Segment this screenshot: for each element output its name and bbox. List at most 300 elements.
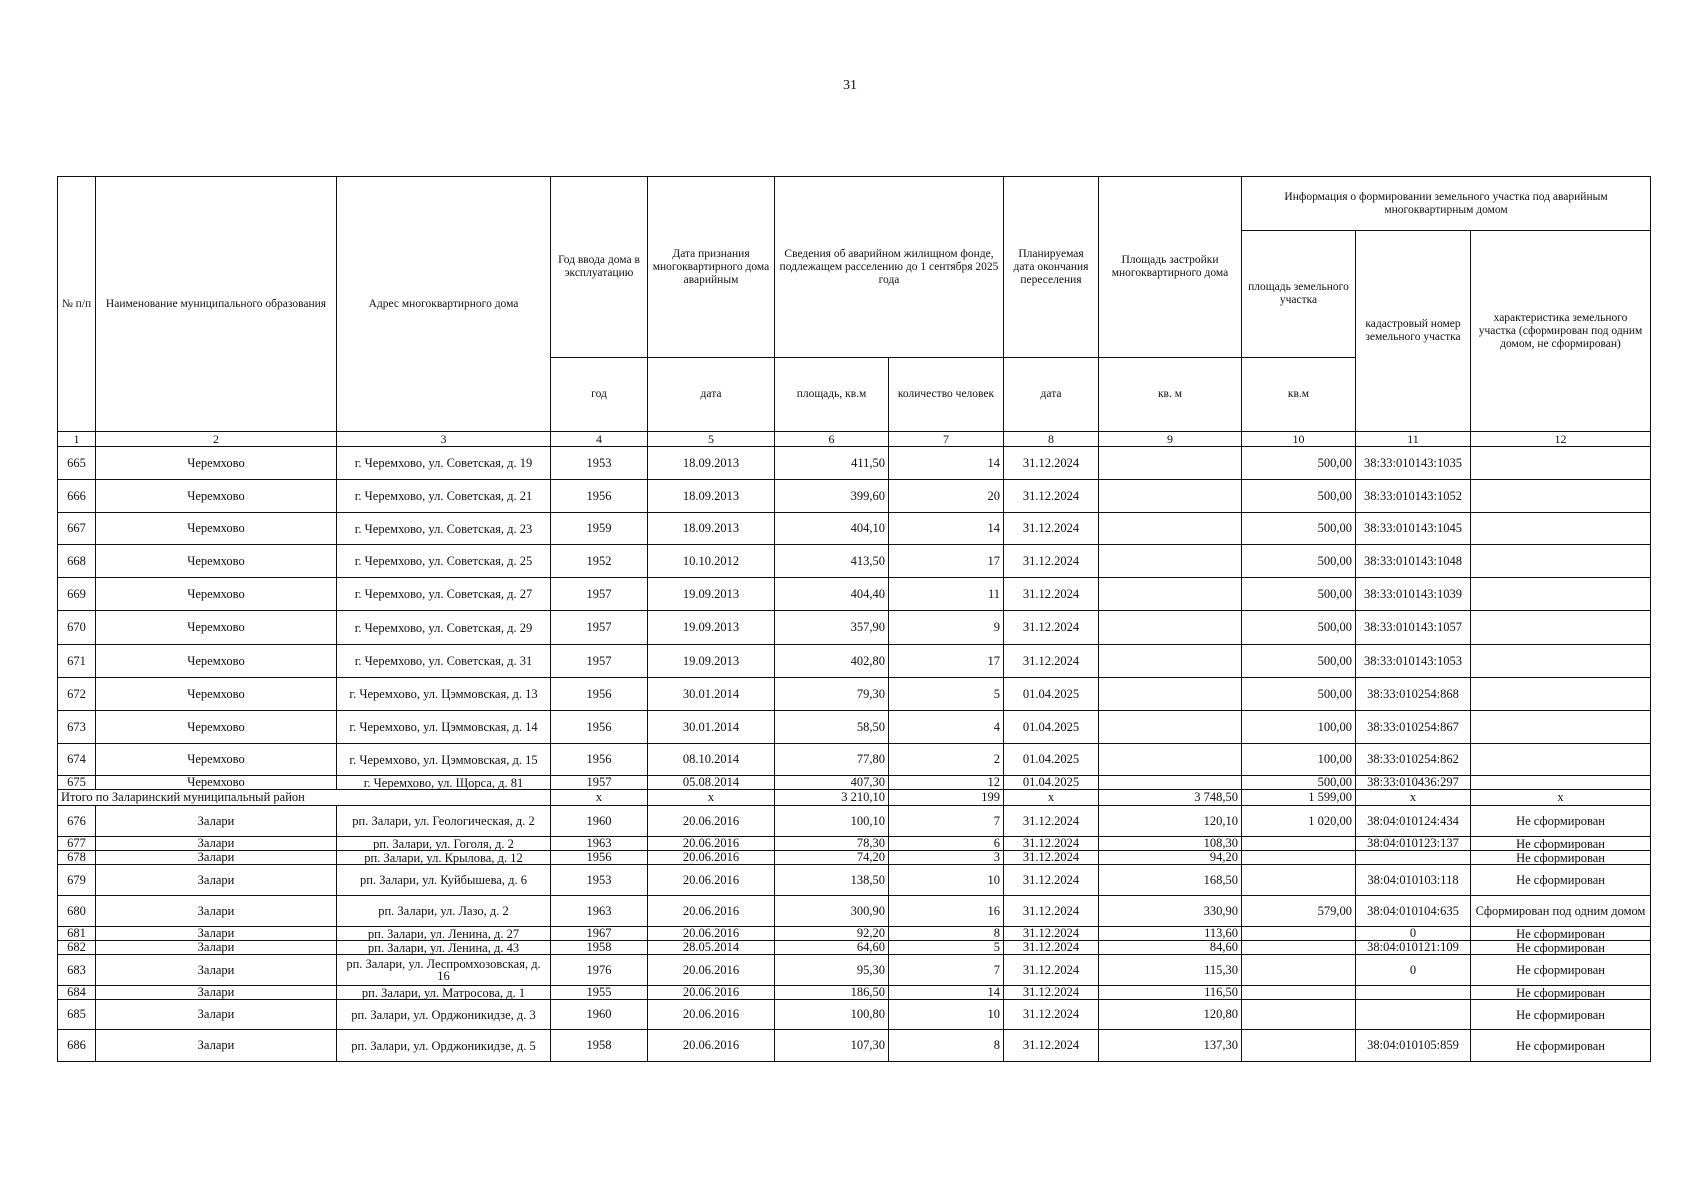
cell-build	[1099, 711, 1242, 744]
cell-mun: Черемхово	[96, 480, 337, 513]
cell-area: 411,50	[775, 447, 889, 480]
cell-plan: 31.12.2024	[1004, 955, 1099, 986]
cell-date: 19.09.2013	[648, 645, 775, 678]
table-row	[58, 447, 1651, 480]
cell-char	[1471, 711, 1651, 744]
cell-addr: г. Черемхово, ул. Советская, д. 25	[337, 545, 551, 578]
cell-addr: г. Черемхово, ул. Цэммовская, д. 13	[337, 678, 551, 711]
cell-build: 168,50	[1099, 865, 1242, 896]
cell-land: 500,00	[1242, 776, 1356, 790]
cell-char	[1471, 447, 1651, 480]
cell-n: 665	[58, 447, 96, 480]
cell-year: 1956	[551, 851, 648, 865]
cell-date: 10.10.2012	[648, 545, 775, 578]
cell-plan: 31.12.2024	[1004, 896, 1099, 927]
cell-ppl: 5	[889, 678, 1004, 711]
table-row	[58, 986, 1651, 1000]
cell-char: Не сформирован	[1471, 837, 1651, 851]
cell-cad: 38:33:010143:1035	[1356, 447, 1471, 480]
header-fund: Сведения об аварийном жилищном фонде, подлежащем расселению до 1 сентября 2025 года	[775, 177, 1004, 358]
cell-land: 500,00	[1242, 611, 1356, 645]
total-c5: х	[648, 790, 775, 806]
cell-year: 1956	[551, 480, 648, 513]
cell-mun: Залари	[96, 865, 337, 896]
cell-area: 413,50	[775, 545, 889, 578]
table-row	[58, 837, 1651, 851]
cell-n: 666	[58, 480, 96, 513]
cell-year: 1953	[551, 447, 648, 480]
cell-land	[1242, 865, 1356, 896]
cell-ppl: 5	[889, 941, 1004, 955]
cell-mun: Залари	[96, 955, 337, 986]
cell-ppl: 10	[889, 865, 1004, 896]
table-row	[58, 851, 1651, 865]
cell-char: Не сформирован	[1471, 851, 1651, 865]
table-row	[58, 578, 1651, 611]
cell-char: Не сформирован	[1471, 806, 1651, 837]
column-number-12: 12	[1471, 432, 1651, 447]
cell-date: 30.01.2014	[648, 711, 775, 744]
cell-n: 682	[58, 941, 96, 955]
cell-ppl: 12	[889, 776, 1004, 790]
cell-n: 683	[58, 955, 96, 986]
cell-n: 672	[58, 678, 96, 711]
cell-cad: 38:33:010143:1052	[1356, 480, 1471, 513]
table-row	[58, 806, 1651, 837]
cell-date: 20.06.2016	[648, 1000, 775, 1030]
cell-mun: Залари	[96, 1030, 337, 1062]
header-unit-date: дата	[648, 358, 775, 432]
cell-addr: рп. Залари, ул. Орджоникидзе, д. 3	[337, 1000, 551, 1030]
cell-cad: 38:04:010124:434	[1356, 806, 1471, 837]
cell-land	[1242, 837, 1356, 851]
cell-area: 100,80	[775, 1000, 889, 1030]
cell-n: 676	[58, 806, 96, 837]
total-label: Итого по Заларинский муниципальный район	[58, 790, 551, 806]
cell-area: 107,30	[775, 1030, 889, 1062]
cell-char	[1471, 611, 1651, 645]
cell-n: 667	[58, 513, 96, 545]
cell-ppl: 14	[889, 447, 1004, 480]
cell-land	[1242, 955, 1356, 986]
cell-addr: рп. Залари, ул. Ленина, д. 43	[337, 941, 551, 955]
header-unit-kvm: кв. м	[1099, 358, 1242, 432]
cell-area: 402,80	[775, 645, 889, 678]
column-number-1: 1	[58, 432, 96, 447]
cell-char: Не сформирован	[1471, 927, 1651, 941]
cell-addr: рп. Залари, ул. Матросова, д. 1	[337, 986, 551, 1000]
cell-year: 1967	[551, 927, 648, 941]
header-build-area: Площадь застройки многоквартирного дома	[1099, 177, 1242, 358]
cell-char: Не сформирован	[1471, 1030, 1651, 1062]
cell-date: 19.09.2013	[648, 611, 775, 645]
table-row	[58, 545, 1651, 578]
header-unit-date2: дата	[1004, 358, 1099, 432]
cell-area: 186,50	[775, 986, 889, 1000]
cell-ppl: 11	[889, 578, 1004, 611]
table-row	[58, 678, 1651, 711]
cell-date: 20.06.2016	[648, 896, 775, 927]
cell-plan: 31.12.2024	[1004, 645, 1099, 678]
table-row	[58, 611, 1651, 645]
table-row	[58, 865, 1651, 896]
header-address: Адрес многоквартирного дома	[337, 177, 551, 432]
header-municipality: Наименование муниципального образования	[96, 177, 337, 432]
cell-land	[1242, 941, 1356, 955]
cell-addr: рп. Залари, ул. Крылова, д. 12	[337, 851, 551, 865]
header-num: № п/п	[58, 177, 96, 432]
cell-build	[1099, 645, 1242, 678]
cell-mun: Черемхово	[96, 611, 337, 645]
header-unit-area: площадь, кв.м	[775, 358, 889, 432]
cell-mun: Залари	[96, 941, 337, 955]
cell-date: 20.06.2016	[648, 851, 775, 865]
cell-addr: г. Черемхово, ул. Цэммовская, д. 15	[337, 744, 551, 776]
cell-mun: Черемхово	[96, 578, 337, 611]
cell-build	[1099, 545, 1242, 578]
cell-plan: 31.12.2024	[1004, 545, 1099, 578]
cell-area: 64,60	[775, 941, 889, 955]
table-row	[58, 711, 1651, 744]
cell-cad: 38:33:010254:868	[1356, 678, 1471, 711]
cell-date: 20.06.2016	[648, 927, 775, 941]
cell-plan: 31.12.2024	[1004, 1030, 1099, 1062]
cell-build: 108,30	[1099, 837, 1242, 851]
cell-year: 1963	[551, 837, 648, 851]
cell-build: 137,30	[1099, 1030, 1242, 1062]
cell-addr: рп. Залари, ул. Ленина, д. 27	[337, 927, 551, 941]
cell-cad: 0	[1356, 955, 1471, 986]
header-land-area: площадь земельного участка	[1242, 231, 1356, 358]
cell-area: 78,30	[775, 837, 889, 851]
cell-n: 674	[58, 744, 96, 776]
cell-mun: Черемхово	[96, 678, 337, 711]
cell-year: 1957	[551, 776, 648, 790]
column-number-3: 3	[337, 432, 551, 447]
cell-addr: рп. Залари, ул. Геологическая, д. 2	[337, 806, 551, 837]
cell-land	[1242, 1030, 1356, 1062]
cell-land: 1 020,00	[1242, 806, 1356, 837]
cell-year: 1958	[551, 1030, 648, 1062]
table-row	[58, 1000, 1651, 1030]
cell-cad: 38:33:010436:297	[1356, 776, 1471, 790]
cell-year: 1960	[551, 1000, 648, 1030]
column-number-2: 2	[96, 432, 337, 447]
cell-mun: Залари	[96, 896, 337, 927]
cell-addr: г. Черемхово, ул. Щорса, д. 81	[337, 776, 551, 790]
column-number-11: 11	[1356, 432, 1471, 447]
cell-build	[1099, 513, 1242, 545]
cell-n: 685	[58, 1000, 96, 1030]
cell-mun: Залари	[96, 851, 337, 865]
cell-addr: г. Черемхово, ул. Советская, д. 23	[337, 513, 551, 545]
total-c4: х	[551, 790, 648, 806]
cell-build	[1099, 480, 1242, 513]
cell-land: 500,00	[1242, 645, 1356, 678]
total-c12: х	[1471, 790, 1651, 806]
cell-addr: г. Черемхово, ул. Советская, д. 29	[337, 611, 551, 645]
cell-char: Сформирован под одним домом	[1471, 896, 1651, 927]
cell-n: 680	[58, 896, 96, 927]
cell-char	[1471, 776, 1651, 790]
cell-mun: Черемхово	[96, 645, 337, 678]
cell-mun: Залари	[96, 1000, 337, 1030]
cell-date: 20.06.2016	[648, 955, 775, 986]
table-row	[58, 645, 1651, 678]
cell-mun: Черемхово	[96, 776, 337, 790]
cell-plan: 31.12.2024	[1004, 611, 1099, 645]
cell-build: 116,50	[1099, 986, 1242, 1000]
cell-land: 500,00	[1242, 578, 1356, 611]
cell-plan: 01.04.2025	[1004, 744, 1099, 776]
cell-ppl: 2	[889, 744, 1004, 776]
cell-area: 399,60	[775, 480, 889, 513]
cell-n: 675	[58, 776, 96, 790]
cell-char	[1471, 480, 1651, 513]
table-row	[58, 955, 1651, 986]
cell-ppl: 7	[889, 806, 1004, 837]
cell-land: 500,00	[1242, 545, 1356, 578]
column-number-6: 6	[775, 432, 889, 447]
header-plan-date: Планируемая дата окончания переселения	[1004, 177, 1099, 358]
cell-area: 74,20	[775, 851, 889, 865]
column-numbers-row	[58, 432, 1651, 447]
cell-n: 678	[58, 851, 96, 865]
cell-land	[1242, 851, 1356, 865]
cell-mun: Черемхово	[96, 447, 337, 480]
header-land-info: Информация о формировании земельного участка под аварийным многоквартирным домом	[1242, 177, 1651, 231]
cell-year: 1959	[551, 513, 648, 545]
cell-year: 1956	[551, 678, 648, 711]
cell-build	[1099, 447, 1242, 480]
cell-land: 500,00	[1242, 480, 1356, 513]
cell-date: 30.01.2014	[648, 678, 775, 711]
cell-addr: г. Черемхово, ул. Цэммовская, д. 14	[337, 711, 551, 744]
cell-build	[1099, 578, 1242, 611]
cell-ppl: 9	[889, 611, 1004, 645]
header-unit-people: количество человек	[889, 358, 1004, 432]
cell-ppl: 10	[889, 1000, 1004, 1030]
cell-ppl: 6	[889, 837, 1004, 851]
cell-char	[1471, 744, 1651, 776]
cell-char: Не сформирован	[1471, 955, 1651, 986]
cell-area: 77,80	[775, 744, 889, 776]
cell-build: 120,10	[1099, 806, 1242, 837]
cell-cad	[1356, 986, 1471, 1000]
cell-area: 95,30	[775, 955, 889, 986]
cell-char	[1471, 578, 1651, 611]
cell-area: 79,30	[775, 678, 889, 711]
cell-land: 100,00	[1242, 711, 1356, 744]
cell-date: 18.09.2013	[648, 447, 775, 480]
cell-cad	[1356, 851, 1471, 865]
cell-n: 679	[58, 865, 96, 896]
header-date-recognized: Дата признания многоквартирного дома аварийным	[648, 177, 775, 358]
cell-year: 1958	[551, 941, 648, 955]
cell-year: 1956	[551, 744, 648, 776]
cell-year: 1963	[551, 896, 648, 927]
cell-mun: Залари	[96, 806, 337, 837]
cell-plan: 01.04.2025	[1004, 776, 1099, 790]
cell-cad: 38:04:010105:859	[1356, 1030, 1471, 1062]
total-c10: 1 599,00	[1242, 790, 1356, 806]
page-number: 31	[843, 78, 857, 93]
cell-ppl: 17	[889, 545, 1004, 578]
cell-build	[1099, 611, 1242, 645]
cell-date: 08.10.2014	[648, 744, 775, 776]
cell-mun: Черемхово	[96, 545, 337, 578]
cell-build: 120,80	[1099, 1000, 1242, 1030]
cell-area: 407,30	[775, 776, 889, 790]
cell-year: 1955	[551, 986, 648, 1000]
cell-char	[1471, 545, 1651, 578]
cell-char	[1471, 678, 1651, 711]
cell-cad: 38:33:010143:1045	[1356, 513, 1471, 545]
cell-build: 84,60	[1099, 941, 1242, 955]
cell-date: 20.06.2016	[648, 837, 775, 851]
cell-addr: рп. Залари, ул. Леспромхозовская, д. 16	[337, 955, 551, 986]
table-body	[58, 447, 1651, 1062]
cell-land	[1242, 1000, 1356, 1030]
cell-addr: г. Черемхово, ул. Советская, д. 19	[337, 447, 551, 480]
cell-addr: г. Черемхово, ул. Советская, д. 21	[337, 480, 551, 513]
cell-area: 58,50	[775, 711, 889, 744]
cell-cad: 38:33:010143:1048	[1356, 545, 1471, 578]
cell-date: 20.06.2016	[648, 1030, 775, 1062]
total-c7: 199	[889, 790, 1004, 806]
cell-cad: 38:33:010143:1057	[1356, 611, 1471, 645]
cell-mun: Залари	[96, 837, 337, 851]
column-number-10: 10	[1242, 432, 1356, 447]
cell-plan: 31.12.2024	[1004, 806, 1099, 837]
cell-land: 500,00	[1242, 678, 1356, 711]
cell-area: 357,90	[775, 611, 889, 645]
cell-mun: Залари	[96, 927, 337, 941]
cell-cad	[1356, 1000, 1471, 1030]
cell-plan: 31.12.2024	[1004, 480, 1099, 513]
cell-char: Не сформирован	[1471, 865, 1651, 896]
cell-build: 113,60	[1099, 927, 1242, 941]
cell-year: 1957	[551, 578, 648, 611]
cell-land: 100,00	[1242, 744, 1356, 776]
cell-plan: 31.12.2024	[1004, 986, 1099, 1000]
cell-year: 1952	[551, 545, 648, 578]
column-number-9: 9	[1099, 432, 1242, 447]
cell-char: Не сформирован	[1471, 941, 1651, 955]
total-c11: х	[1356, 790, 1471, 806]
cell-plan: 31.12.2024	[1004, 513, 1099, 545]
cell-area: 138,50	[775, 865, 889, 896]
total-c6: 3 210,10	[775, 790, 889, 806]
cell-char	[1471, 513, 1651, 545]
cell-ppl: 8	[889, 1030, 1004, 1062]
cell-cad: 38:04:010123:137	[1356, 837, 1471, 851]
column-number-4: 4	[551, 432, 648, 447]
cell-land	[1242, 927, 1356, 941]
cell-area: 300,90	[775, 896, 889, 927]
cell-year: 1957	[551, 645, 648, 678]
cell-year: 1953	[551, 865, 648, 896]
cell-plan: 01.04.2025	[1004, 678, 1099, 711]
cell-build: 115,30	[1099, 955, 1242, 986]
cell-plan: 31.12.2024	[1004, 447, 1099, 480]
header-land-char: характеристика земельного участка (сформирован под одним домом, не сформирован)	[1471, 231, 1651, 432]
column-number-7: 7	[889, 432, 1004, 447]
table-row	[58, 896, 1651, 927]
cell-ppl: 7	[889, 955, 1004, 986]
cell-ppl: 3	[889, 851, 1004, 865]
cell-mun: Залари	[96, 986, 337, 1000]
cell-ppl: 20	[889, 480, 1004, 513]
cell-land: 579,00	[1242, 896, 1356, 927]
cell-n: 684	[58, 986, 96, 1000]
cell-year: 1976	[551, 955, 648, 986]
cell-cad: 0	[1356, 927, 1471, 941]
cell-n: 673	[58, 711, 96, 744]
cell-date: 20.06.2016	[648, 986, 775, 1000]
cell-n: 669	[58, 578, 96, 611]
cell-date: 18.09.2013	[648, 513, 775, 545]
cell-plan: 31.12.2024	[1004, 837, 1099, 851]
cell-cad: 38:04:010103:118	[1356, 865, 1471, 896]
cell-area: 100,10	[775, 806, 889, 837]
housing-table	[57, 176, 1651, 1062]
table-row	[58, 776, 1651, 790]
cell-ppl: 14	[889, 513, 1004, 545]
cell-ppl: 8	[889, 927, 1004, 941]
cell-cad: 38:04:010121:109	[1356, 941, 1471, 955]
cell-plan: 31.12.2024	[1004, 1000, 1099, 1030]
total-row	[58, 790, 1651, 806]
cell-build: 330,90	[1099, 896, 1242, 927]
cell-ppl: 14	[889, 986, 1004, 1000]
cell-plan: 31.12.2024	[1004, 851, 1099, 865]
cell-char	[1471, 645, 1651, 678]
cell-cad: 38:33:010254:867	[1356, 711, 1471, 744]
cell-addr: г. Черемхово, ул. Советская, д. 27	[337, 578, 551, 611]
cell-cad: 38:33:010143:1053	[1356, 645, 1471, 678]
cell-cad: 38:04:010104:635	[1356, 896, 1471, 927]
cell-date: 19.09.2013	[648, 578, 775, 611]
header-unit-year: год	[551, 358, 648, 432]
cell-date: 18.09.2013	[648, 480, 775, 513]
cell-area: 404,10	[775, 513, 889, 545]
cell-n: 677	[58, 837, 96, 851]
cell-plan: 31.12.2024	[1004, 927, 1099, 941]
cell-area: 404,40	[775, 578, 889, 611]
cell-build: 94,20	[1099, 851, 1242, 865]
cell-land: 500,00	[1242, 447, 1356, 480]
cell-cad: 38:33:010254:862	[1356, 744, 1471, 776]
cell-area: 92,20	[775, 927, 889, 941]
table-row	[58, 941, 1651, 955]
cell-land	[1242, 986, 1356, 1000]
header-cadastre: кадастровый номер земельного участка	[1356, 231, 1471, 432]
header-unit-kvm2: кв.м	[1242, 358, 1356, 432]
header-year: Год ввода дома в эксплуатацию	[551, 177, 648, 358]
table-row	[58, 480, 1651, 513]
table-row	[58, 927, 1651, 941]
cell-build	[1099, 678, 1242, 711]
cell-year: 1956	[551, 711, 648, 744]
cell-year: 1957	[551, 611, 648, 645]
table-row	[58, 1030, 1651, 1062]
cell-char: Не сформирован	[1471, 1000, 1651, 1030]
cell-mun: Черемхово	[96, 513, 337, 545]
cell-build	[1099, 744, 1242, 776]
cell-date: 28.05.2014	[648, 941, 775, 955]
cell-addr: г. Черемхово, ул. Советская, д. 31	[337, 645, 551, 678]
